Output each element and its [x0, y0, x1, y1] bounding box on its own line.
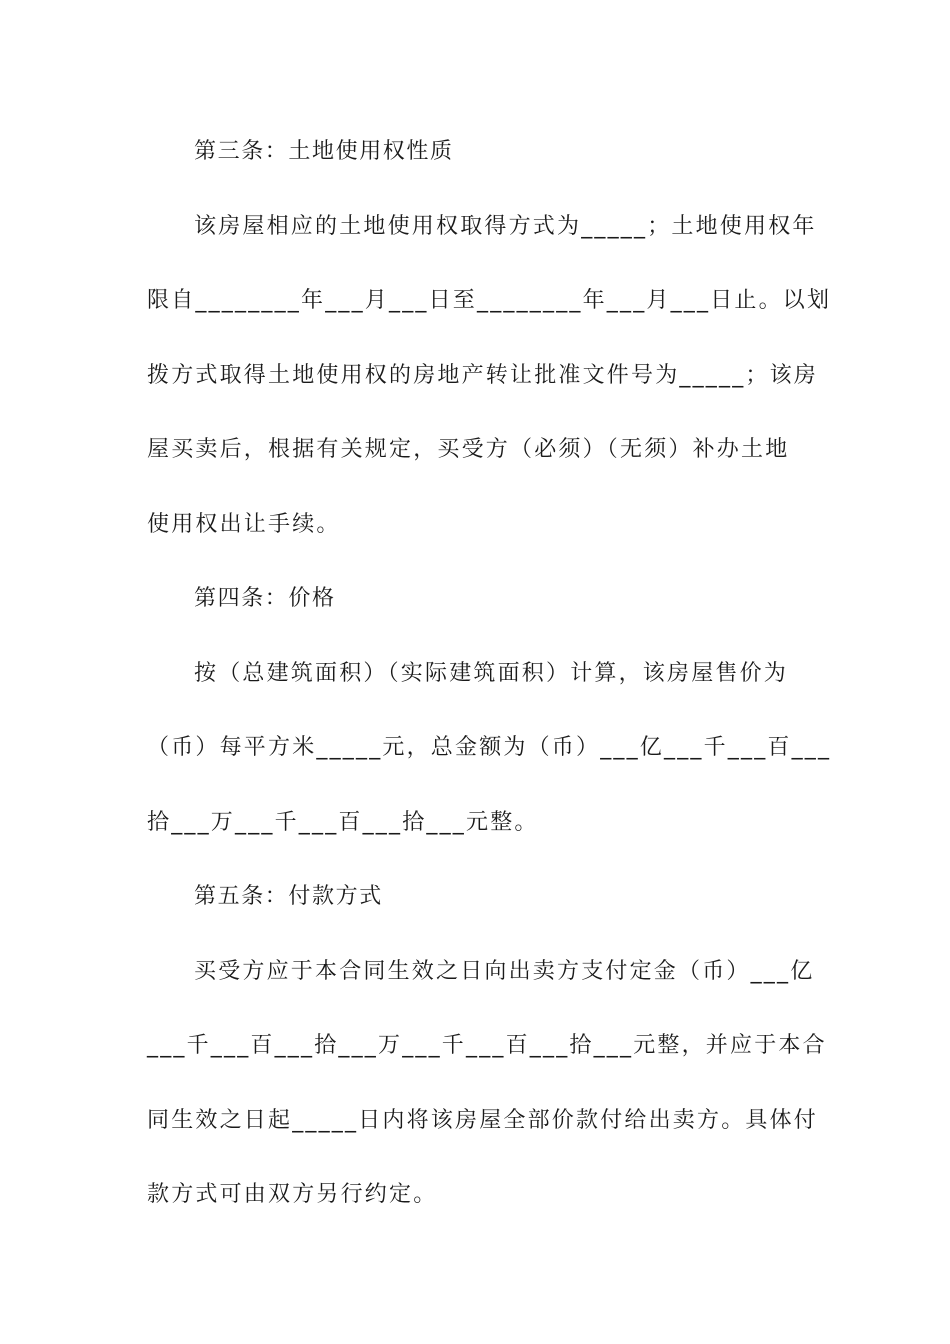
paragraph-line: 屋买卖后，根据有关规定，买受方（必须）（无须）补办土地	[147, 437, 790, 462]
article-4-heading: 第四条：价格	[194, 586, 336, 611]
article-3-heading: 第三条：土地使用权性质	[194, 139, 454, 164]
paragraph-line: ___千___百___拾___万___千___百___拾___元整，并应于本合	[147, 1033, 827, 1058]
paragraph-line: 该房屋相应的土地使用权取得方式为_____；土地使用权年	[194, 214, 817, 239]
paragraph-line: 同生效之日起_____日内将该房屋全部价款付给出卖方。具体付	[147, 1108, 819, 1133]
paragraph-line: 使用权出让手续。	[147, 512, 341, 537]
article-5-heading: 第五条：付款方式	[194, 884, 383, 909]
paragraph-line: 按（总建筑面积）（实际建筑面积）计算，该房屋售价为	[194, 661, 789, 686]
paragraph-line: 拨方式取得土地使用权的房地产转让批准文件号为_____；该房	[147, 363, 819, 388]
paragraph-line: 款方式可由双方另行约定。	[147, 1182, 438, 1207]
paragraph-line: 限自________年___月___日至________年___月___日止。以划	[147, 288, 832, 313]
paragraph-line: 拾___万___千___百___拾___元整。	[147, 810, 539, 835]
paragraph-line: 买受方应于本合同生效之日向出卖方支付定金（币）___亿	[194, 959, 815, 984]
paragraph-line: （币）每平方米_____元，总金额为（币）___亿___千___百___	[147, 735, 832, 760]
